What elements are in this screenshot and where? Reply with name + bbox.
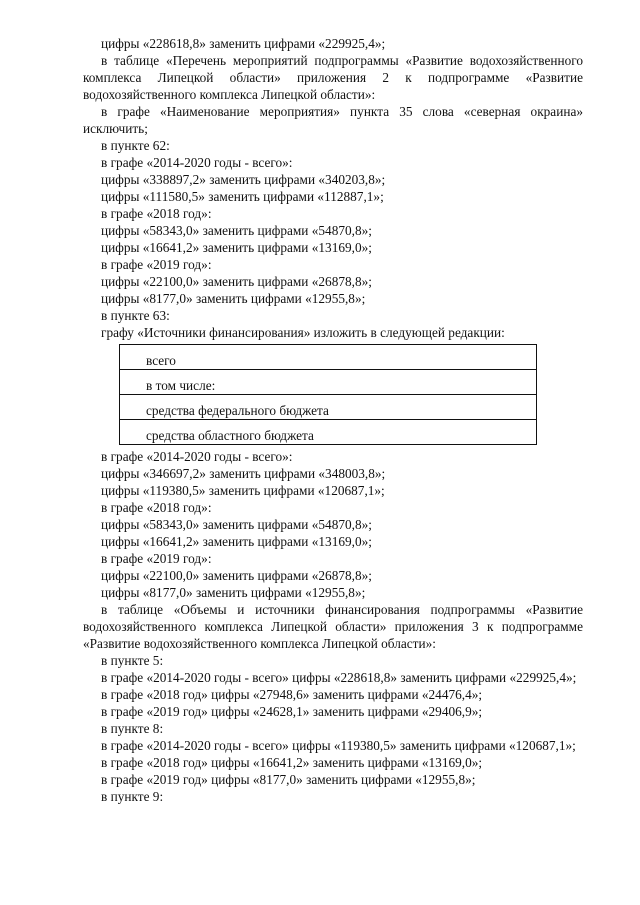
amendment-paragraph: в графе «2019 год» цифры «8177,0» заменить цифрами «12955,8»; [101, 772, 476, 787]
amendment-paragraph: в таблице «Перечень мероприятий подпрограммы «Развитие водохозяйственного комплекса Липецкой области» приложения 2 к подпрограмме «Развитие водохозяйственного комплекса Липецкой области»: [83, 53, 583, 102]
amendment-paragraph: в пункте 63: [101, 308, 170, 323]
amendment-paragraph: цифры «111580,5» заменить цифрами «112887,1»; [101, 189, 384, 204]
amendment-paragraph: в пункте 8: [101, 721, 164, 736]
table-cell: средства областного бюджета [120, 420, 537, 445]
table-row [120, 370, 537, 395]
amendment-paragraph: цифры «119380,5» заменить цифрами «120687,1»; [101, 483, 385, 498]
table-cell: в том числе: [120, 370, 537, 395]
amendment-list-part-1 [83, 35, 583, 341]
amendment-paragraph: цифры «16641,2» заменить цифрами «13169,0»; [101, 534, 372, 549]
amendment-paragraph: в графе «2018 год» цифры «16641,2» заменить цифрами «13169,0»; [101, 755, 483, 770]
amendment-paragraph: в пункте 9: [101, 789, 164, 804]
amendment-list-part-2 [83, 448, 583, 805]
amendment-paragraph: цифры «22100,0» заменить цифрами «26878,8»; [101, 568, 372, 583]
amendment-paragraph: цифры «228618,8» заменить цифрами «229925,4»; [101, 36, 386, 51]
table-row [120, 345, 537, 370]
amendment-paragraph: цифры «8177,0» заменить цифрами «12955,8»; [101, 585, 366, 600]
amendment-paragraph: в таблице «Объемы и источники финансирования подпрограммы «Развитие водохозяйственного комплекса Липецкой области» приложения 3 к подпрограмме «Развитие водохозяйственного комплекса Липецкой области»: [83, 602, 583, 651]
amendment-paragraph: графу «Источники финансирования» изложить в следующей редакции: [101, 325, 505, 340]
amendment-paragraph: цифры «58343,0» заменить цифрами «54870,8»; [101, 517, 372, 532]
table-row [120, 395, 537, 420]
amendment-paragraph: в графе «2014-2020 годы - всего» цифры «228618,8» заменить цифрами «229925,4»; [101, 670, 577, 685]
amendment-paragraph: в графе «2019 год» цифры «24628,1» заменить цифрами «29406,9»; [101, 704, 483, 719]
amendment-paragraph: цифры «58343,0» заменить цифрами «54870,8»; [101, 223, 372, 238]
amendment-paragraph: цифры «338897,2» заменить цифрами «340203,8»; [101, 172, 386, 187]
amendment-paragraph: цифры «16641,2» заменить цифрами «13169,0»; [101, 240, 372, 255]
amendment-paragraph: цифры «8177,0» заменить цифрами «12955,8»; [101, 291, 366, 306]
amendment-paragraph: в графе «2018 год»: [101, 206, 212, 221]
table-row [120, 420, 537, 445]
amendment-paragraph: в графе «2019 год»: [101, 257, 212, 272]
amendment-paragraph: в графе «2014-2020 годы - всего»: [101, 449, 293, 464]
amendment-paragraph: цифры «22100,0» заменить цифрами «26878,8»; [101, 274, 372, 289]
amendment-paragraph: в графе «2018 год»: [101, 500, 212, 515]
amendment-paragraph: цифры «346697,2» заменить цифрами «348003,8»; [101, 466, 386, 481]
document-page [83, 35, 583, 805]
table-cell: всего [120, 345, 537, 370]
amendment-paragraph: в графе «2014-2020 годы - всего»: [101, 155, 293, 170]
amendment-paragraph: в графе «2019 год»: [101, 551, 212, 566]
table-cell: средства федерального бюджета [120, 395, 537, 420]
amendment-paragraph: в графе «2014-2020 годы - всего» цифры «119380,5» заменить цифрами «120687,1»; [101, 738, 576, 753]
funding-sources-table [119, 344, 537, 445]
amendment-paragraph: в графе «2018 год» цифры «27948,6» заменить цифрами «24476,4»; [101, 687, 483, 702]
amendment-paragraph: в пункте 5: [101, 653, 164, 668]
amendment-paragraph: в пункте 62: [101, 138, 170, 153]
amendment-paragraph: в графе «Наименование мероприятия» пункта 35 слова «северная окраина» исключить; [83, 104, 583, 136]
